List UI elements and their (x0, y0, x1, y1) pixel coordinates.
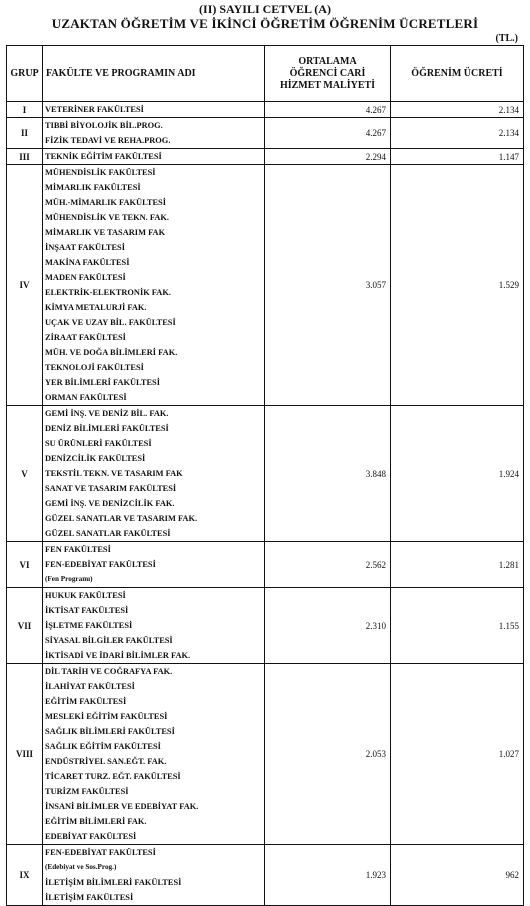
group-number: V (7, 406, 43, 542)
fee-table (6, 45, 524, 906)
group-number: VI (7, 542, 43, 588)
faculty-list (43, 845, 265, 906)
table-row (7, 102, 524, 118)
group-number: VIII (7, 664, 43, 845)
faculty-list (43, 118, 265, 149)
faculty-name: TİCARET TURZ. EĞT. FAKÜLTESİ (45, 772, 181, 781)
faculty-name: (Edebiyat ve Sos.Prog.) (45, 863, 117, 871)
average-cost-value: 2.294 (265, 149, 391, 165)
faculty-name: TEKNOLOJİ FAKÜLTESİ (45, 363, 144, 372)
faculty-name: TURİZM FAKÜLTESİ (45, 787, 129, 796)
faculty-name: SİYASAL BİLGİLER FAKÜLTESİ (45, 636, 173, 645)
table-row (7, 542, 524, 588)
faculty-name: ELEKTRİK-ELEKTRONİK FAK. (45, 288, 171, 297)
group-number: IV (7, 165, 43, 406)
faculty-name: İNSANİ BİLİMLER VE EDEBİYAT FAK. (45, 802, 199, 811)
faculty-name: MADEN FAKÜLTESİ (45, 273, 126, 282)
tuition-fee-value: 2.134 (391, 118, 524, 149)
tuition-fee-value: 1.027 (391, 664, 524, 845)
faculty-list (43, 149, 265, 165)
faculty-list (43, 542, 265, 588)
faculty-name: YER BİLİMLERİ FAKÜLTESİ (45, 378, 160, 387)
faculty-name: İLETİŞİM FAKÜLTESİ (45, 893, 134, 902)
average-cost-value: 1.923 (265, 845, 391, 906)
tuition-fee-value: 1.529 (391, 165, 524, 406)
faculty-name: İKTİSADİ VE İDARİ BİLİMLER FAK. (45, 651, 191, 660)
tuition-fee-value: 1.147 (391, 149, 524, 165)
group-number: I (7, 102, 43, 118)
faculty-name: ZİRAAT FAKÜLTESİ (45, 333, 126, 342)
header-ucret: ÖĞRENİM ÜCRETİ (391, 46, 524, 102)
faculty-name: SANAT VE TASARIM FAKÜLTESİ (45, 484, 177, 493)
faculty-name: VETERİNER FAKÜLTESİ (45, 105, 144, 114)
faculty-name: KİMYA METALURJİ FAK. (45, 303, 147, 312)
faculty-name: İKTİSAT FAKÜLTESİ (45, 606, 129, 615)
faculty-name: MİMARLIK FAKÜLTESİ (45, 183, 141, 192)
faculty-name: EDEBİYAT FAKÜLTESİ (45, 832, 137, 841)
tuition-fee-value: 1.924 (391, 406, 524, 542)
header-fakulte: FAKÜLTE VE PROGRAMIN ADI (43, 46, 265, 102)
faculty-list (43, 664, 265, 845)
table-row (7, 406, 524, 542)
faculty-name: İLETİŞİM BİLİMLERİ FAKÜLTESİ (45, 878, 182, 887)
faculty-name: DİL TARİH VE COĞRAFYA FAK. (45, 667, 173, 676)
faculty-name: GÜZEL SANATLAR FAKÜLTESİ (45, 529, 171, 538)
faculty-name: FEN FAKÜLTESİ (45, 545, 111, 554)
faculty-name: MÜH.-MİMARLIK FAKÜLTESİ (45, 198, 166, 207)
faculty-name: UÇAK VE UZAY BİL. FAKÜLTESİ (45, 318, 176, 327)
header-maliyet: ORTALAMA ÖĞRENCİ CARİ HİZMET MALİYETİ (265, 46, 391, 102)
average-cost-value: 3.057 (265, 165, 391, 406)
table-row (7, 664, 524, 845)
tuition-fee-value: 1.281 (391, 542, 524, 588)
faculty-name: SAĞLIK EĞİTİM FAKÜLTESİ (45, 742, 161, 751)
average-cost-value: 4.267 (265, 118, 391, 149)
faculty-name: TEKNİK EĞİTİM FAKÜLTESİ (45, 152, 162, 161)
header-grup: GRUP (7, 46, 43, 102)
faculty-name: MESLEKİ EĞİTİM FAKÜLTESİ (45, 712, 168, 721)
average-cost-value: 3.848 (265, 406, 391, 542)
header-row (7, 46, 524, 102)
faculty-name: İNŞAAT FAKÜLTESİ (45, 243, 125, 252)
tuition-fee-value: 2.134 (391, 102, 524, 118)
document-subtitle: UZAKTAN ÖĞRETİM VE İKİNCİ ÖĞRETİM ÖĞRENİM ÜCRETLERİ (51, 16, 479, 31)
faculty-name: İŞLETME FAKÜLTESİ (45, 621, 133, 630)
faculty-name: GEMİ İNŞ. VE DENİZ BİL. FAK. (45, 409, 169, 418)
table-row (7, 149, 524, 165)
faculty-name: DENİZCİLİK FAKÜLTESİ (45, 454, 146, 463)
faculty-list (43, 588, 265, 664)
average-cost-value: 4.267 (265, 102, 391, 118)
faculty-list (43, 102, 265, 118)
faculty-name: MÜHENDİSLİK FAKÜLTESİ (45, 168, 156, 177)
faculty-name: SU ÜRÜNLERİ FAKÜLTESİ (45, 439, 152, 448)
faculty-name: ENDÜSTRİYEL SAN.EĞT. FAK. (45, 757, 167, 766)
faculty-name: EĞİTİM FAKÜLTESİ (45, 697, 127, 706)
faculty-name: ORMAN FAKÜLTESİ (45, 393, 127, 402)
faculty-name: FEN-EDEBİYAT FAKÜLTESİ (45, 560, 156, 569)
table-body (7, 102, 524, 906)
faculty-name: FEN-EDEBİYAT FAKÜLTESİ (45, 848, 156, 857)
tuition-fee-value: 962 (391, 845, 524, 906)
document-title: (II) SAYILI CETVEL (A) (199, 2, 331, 16)
faculty-name: HUKUK FAKÜLTESİ (45, 591, 126, 600)
table-row (7, 588, 524, 664)
faculty-name: İLAHİYAT FAKÜLTESİ (45, 682, 135, 691)
tuition-fee-value: 1.155 (391, 588, 524, 664)
faculty-name: DENİZ BİLİMLERİ FAKÜLTESİ (45, 424, 169, 433)
faculty-name: FİZİK TEDAVİ VE REHA.PROG. (45, 136, 171, 145)
group-number: II (7, 118, 43, 149)
faculty-name: MÜHENDİSLİK VE TEKN. FAK. (45, 213, 170, 222)
faculty-name: (Fen Programı) (45, 575, 93, 583)
table-row (7, 845, 524, 906)
faculty-name: TEKSTİL TEKN. VE TASARIM FAK (45, 469, 183, 478)
group-number: VII (7, 588, 43, 664)
average-cost-value: 2.310 (265, 588, 391, 664)
average-cost-value: 2.053 (265, 664, 391, 845)
faculty-list (43, 406, 265, 542)
average-cost-value: 2.562 (265, 542, 391, 588)
faculty-name: MİMARLIK VE TASARIM FAK (45, 228, 166, 237)
currency-unit: (TL.) (495, 33, 518, 44)
faculty-name: EĞİTİM BİLİMLERİ FAK. (45, 817, 147, 826)
table-row (7, 165, 524, 406)
faculty-name: SAĞLIK BİLİMLERİ FAKÜLTESİ (45, 727, 175, 736)
faculty-name: TIBBİ BİYOLOJİK BİL.PROG. (45, 121, 163, 130)
group-number: IX (7, 845, 43, 906)
faculty-list (43, 165, 265, 406)
group-number: III (7, 149, 43, 165)
faculty-name: GEMİ İNŞ. VE DENİZCİLİK FAK. (45, 499, 175, 508)
faculty-name: MAKİNA FAKÜLTESİ (45, 258, 130, 267)
faculty-name: MÜH. VE DOĞA BİLİMLERİ FAK. (45, 348, 178, 357)
table-row (7, 118, 524, 149)
faculty-name: GÜZEL SANATLAR VE TASARIM FAK. (45, 514, 198, 523)
